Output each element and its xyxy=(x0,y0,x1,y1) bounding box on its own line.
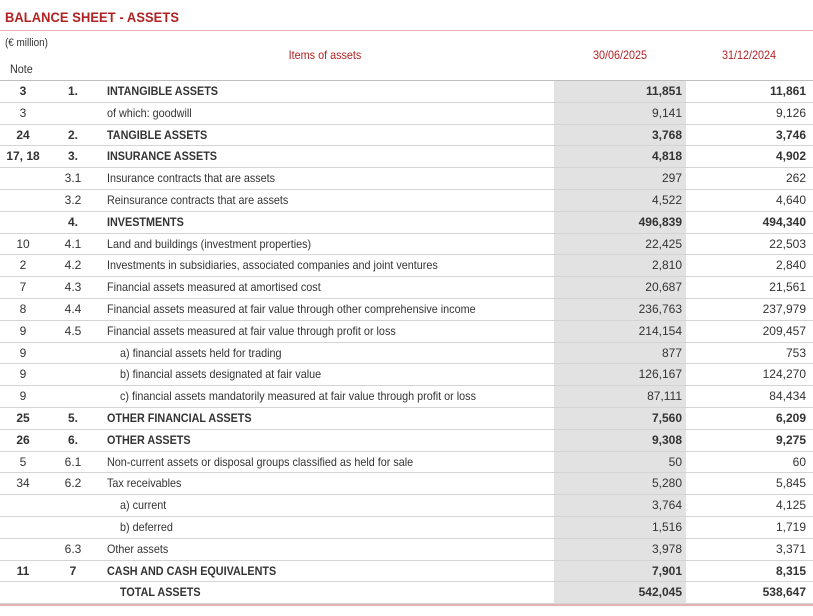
item-code-cell: 7 xyxy=(69,563,77,578)
item-label-cell: TANGIBLE ASSETS xyxy=(107,127,208,142)
note-cell: 9 xyxy=(19,389,27,404)
title-divider xyxy=(0,30,813,31)
value-2024-cell: 8,315 xyxy=(775,563,806,578)
value-2025-cell: 496,839 xyxy=(638,214,682,229)
note-cell: 11 xyxy=(16,563,30,578)
item-label-cell: Land and buildings (investment properties) xyxy=(107,236,312,251)
value-2024-cell: 4,640 xyxy=(775,192,806,207)
value-2025-cell: 297 xyxy=(661,171,682,186)
table-row xyxy=(0,299,813,321)
table-row xyxy=(0,364,813,386)
value-2024-cell: 60 xyxy=(792,454,806,469)
item-label-cell: Insurance contracts that are assets xyxy=(107,171,276,186)
note-cell: 26 xyxy=(16,432,30,447)
item-code-cell: 4.3 xyxy=(64,280,82,295)
table-row xyxy=(0,473,813,495)
value-2024-cell: 9,275 xyxy=(775,432,806,447)
value-2024-cell: 2,840 xyxy=(775,258,806,273)
note-cell: 8 xyxy=(19,301,27,316)
note-cell: 34 xyxy=(16,476,30,491)
note-cell: 5 xyxy=(19,454,27,469)
value-2025-cell: 11,851 xyxy=(645,84,682,98)
item-label-cell: Investments in subsidiaries, associated companies and joint ventures xyxy=(107,258,438,273)
item-label-cell: b) financial assets designated at fair value xyxy=(120,367,322,382)
value-2025-cell: 7,560 xyxy=(651,410,682,425)
note-cell: 2 xyxy=(19,258,27,273)
table-bottom-rule xyxy=(0,604,813,606)
item-code-cell: 2. xyxy=(67,127,78,142)
value-2024-cell: 209,457 xyxy=(762,323,806,338)
value-2025-cell: 1,516 xyxy=(651,519,682,534)
value-2024-cell: 11,861 xyxy=(769,84,806,98)
item-code-cell: 6.3 xyxy=(64,541,82,556)
value-2024-cell: 22,503 xyxy=(769,236,806,251)
note-cell: 9 xyxy=(19,323,27,338)
note-cell: 7 xyxy=(19,280,27,295)
item-code-cell: 4.1 xyxy=(64,236,82,251)
item-label-cell: INSURANCE ASSETS xyxy=(107,149,218,164)
item-label-cell: OTHER ASSETS xyxy=(107,432,191,447)
page-title: BALANCE SHEET - ASSETS xyxy=(5,9,180,25)
item-label-cell: TOTAL ASSETS xyxy=(120,585,201,600)
note-cell: 3 xyxy=(19,105,27,120)
item-code-cell: 4.5 xyxy=(64,323,82,338)
value-2025-cell: 22,425 xyxy=(645,236,682,251)
table-row xyxy=(0,452,813,474)
note-cell: 9 xyxy=(19,345,27,360)
value-2025-cell: 236,763 xyxy=(638,301,682,316)
value-2024-cell: 262 xyxy=(785,171,806,186)
note-cell: 17, 18 xyxy=(6,149,40,164)
value-2025-cell: 3,764 xyxy=(651,498,682,513)
table-row xyxy=(0,190,813,212)
value-2025-cell: 9,141 xyxy=(651,105,682,120)
item-code-cell: 4.4 xyxy=(64,301,82,316)
note-cell: 9 xyxy=(19,367,27,382)
item-code-cell: 3. xyxy=(67,149,78,164)
item-code-cell: 4. xyxy=(67,214,78,229)
value-2025-cell: 2,810 xyxy=(651,258,682,273)
value-2025-cell: 87,111 xyxy=(647,389,682,404)
table-row xyxy=(0,255,813,277)
value-2025-cell: 4,522 xyxy=(651,192,682,207)
item-label-cell: b) deferred xyxy=(120,519,173,534)
value-2025-cell: 3,978 xyxy=(651,541,682,556)
item-label-cell: Financial assets measured at fair value through profit or loss xyxy=(107,323,396,338)
date-column-header-2024: 31/12/2024 xyxy=(721,48,777,62)
value-2024-cell: 84,434 xyxy=(769,389,806,404)
note-column-header: Note xyxy=(10,62,33,76)
item-code-cell: 6.2 xyxy=(64,476,82,491)
table-row xyxy=(0,430,813,452)
table-row xyxy=(0,146,813,168)
value-2024-cell: 4,902 xyxy=(775,149,806,164)
table-row xyxy=(0,561,813,583)
note-cell: 25 xyxy=(16,410,30,425)
item-label-cell: Other assets xyxy=(107,541,169,556)
value-2024-cell: 4,125 xyxy=(775,498,806,513)
item-code-cell: 3.1 xyxy=(64,171,82,186)
note-cell: 3 xyxy=(19,84,27,98)
value-2024-cell: 21,561 xyxy=(769,280,806,295)
item-label-cell: a) current xyxy=(120,498,167,513)
table-row xyxy=(0,277,813,299)
unit-label: (€ million) xyxy=(5,37,48,49)
item-label-cell: c) financial assets mandatorily measured at fair value through profit or loss xyxy=(120,389,476,404)
item-code-cell: 1. xyxy=(67,84,78,98)
table-row xyxy=(0,81,813,103)
value-2025-cell: 5,280 xyxy=(651,476,682,491)
table-row xyxy=(0,343,813,365)
item-label-cell: Financial assets measured at amortised cost xyxy=(107,280,321,295)
value-2025-cell: 214,154 xyxy=(638,323,682,338)
items-column-header: Items of assets xyxy=(288,48,362,62)
table-row xyxy=(0,386,813,408)
value-2025-cell: 50 xyxy=(668,454,682,469)
table-row xyxy=(0,103,813,125)
value-2024-cell: 3,371 xyxy=(775,541,806,556)
value-2025-cell: 126,167 xyxy=(638,367,682,382)
value-2025-cell: 20,687 xyxy=(645,280,682,295)
item-label-cell: INVESTMENTS xyxy=(107,214,184,229)
item-label-cell: INTANGIBLE ASSETS xyxy=(107,84,219,98)
value-2025-cell: 7,901 xyxy=(651,563,682,578)
date-column-header-2025: 30/06/2025 xyxy=(593,48,648,62)
value-2024-cell: 753 xyxy=(785,345,806,360)
value-2025-cell: 9,308 xyxy=(651,432,682,447)
item-label-cell: Tax receivables xyxy=(107,476,182,491)
item-label-cell: a) financial assets held for trading xyxy=(120,345,282,360)
item-label-cell: OTHER FINANCIAL ASSETS xyxy=(107,410,252,425)
table-row xyxy=(0,168,813,190)
value-2025-cell: 542,045 xyxy=(638,585,682,600)
table-row xyxy=(0,212,813,234)
table-row xyxy=(0,408,813,430)
assets-table xyxy=(0,81,813,604)
value-2024-cell: 9,126 xyxy=(775,105,806,120)
item-code-cell: 5. xyxy=(67,410,78,425)
value-2025-cell: 3,768 xyxy=(651,127,682,142)
table-row xyxy=(0,321,813,343)
table-row xyxy=(0,539,813,561)
item-label-cell: Non-current assets or disposal groups classified as held for sale xyxy=(107,454,414,469)
value-2025-cell: 877 xyxy=(661,345,682,360)
item-label-cell: of which: goodwill xyxy=(107,105,192,120)
value-2025-cell: 4,818 xyxy=(651,149,682,164)
table-row xyxy=(0,517,813,539)
note-cell: 10 xyxy=(16,236,30,251)
note-cell: 24 xyxy=(16,127,30,142)
value-2024-cell: 237,979 xyxy=(762,301,806,316)
item-code-cell: 3.2 xyxy=(64,192,82,207)
item-code-cell: 6. xyxy=(67,432,78,447)
item-label-cell: CASH AND CASH EQUIVALENTS xyxy=(107,563,277,578)
item-label-cell: Reinsurance contracts that are assets xyxy=(107,192,289,207)
table-row xyxy=(0,582,813,604)
value-2024-cell: 3,746 xyxy=(775,127,806,142)
table-row xyxy=(0,125,813,147)
item-label-cell: Financial assets measured at fair value through other comprehensive income xyxy=(107,301,476,316)
table-row xyxy=(0,495,813,517)
item-code-cell: 6.1 xyxy=(64,454,82,469)
value-2024-cell: 494,340 xyxy=(762,214,806,229)
item-code-cell: 4.2 xyxy=(64,258,82,273)
table-row xyxy=(0,234,813,256)
value-2024-cell: 1,719 xyxy=(775,519,806,534)
value-2024-cell: 538,647 xyxy=(762,585,806,600)
value-2024-cell: 6,209 xyxy=(775,410,806,425)
value-2024-cell: 5,845 xyxy=(775,476,806,491)
value-2024-cell: 124,270 xyxy=(762,367,806,382)
